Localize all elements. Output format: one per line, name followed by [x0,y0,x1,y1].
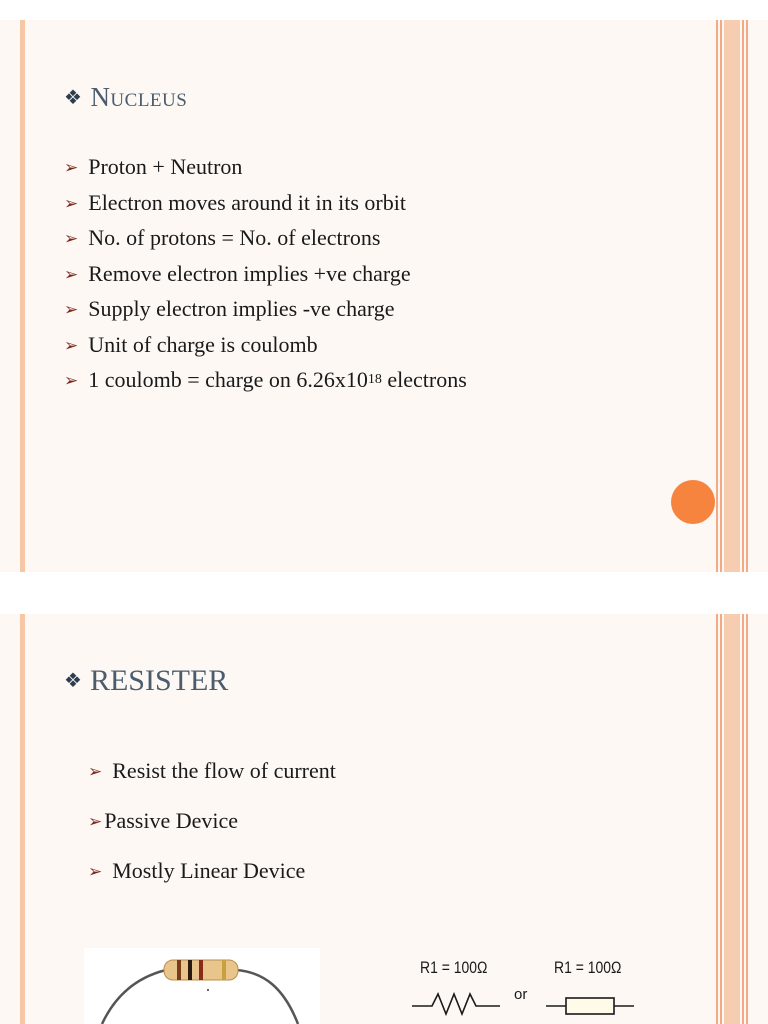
arrow-bullet-icon: ➢ [64,229,79,249]
slide-title [64,82,187,113]
resistor-label-left: R1 = 100Ω [420,958,488,977]
coulomb-suffix: electrons [381,367,467,392]
exponent: 18 [367,372,382,387]
slide-resister [0,614,768,1024]
list-item: ➢ Supply electron implies -ve charge [64,296,395,321]
resistor-label-right: R1 = 100Ω [554,958,622,977]
list-item: ➢ Resist the flow of current [88,758,336,783]
arrow-bullet-icon: ➢ [64,158,79,178]
diamond-bullet-icon: ❖ [64,84,83,109]
left-border-line [20,20,25,572]
list-item: ➢ Electron moves around it in its orbit [64,189,406,215]
arrow-bullet-icon: ➢ [64,335,79,356]
list-item: ➢ No. of protons = No. of electrons [64,225,381,250]
coulomb-text: 1 coulomb = charge on 6.26x10 [88,367,368,392]
list-item: ➢ Remove electron implies +ve charge [64,260,411,286]
arrow-bullet-icon: ➢ [88,862,103,882]
bullet-list [88,758,336,908]
resistor-photo [84,948,320,1024]
arrow-bullet-icon: ➢ [88,762,103,782]
box-resistor-symbol [546,986,636,1016]
orange-circle-decoration [671,480,715,524]
zigzag-resistor-symbol [412,986,502,1016]
list-item: ➢ Proton + Neutron [64,154,243,179]
resistor-component-image [84,948,320,1024]
arrow-bullet-icon: ➢ [64,300,79,320]
slide-title [64,664,228,698]
slide-title-text: RESISTER [89,664,229,697]
bullet-list [64,154,467,403]
or-label: or [514,986,528,1003]
list-item [64,367,467,403]
diamond-bullet-icon: ❖ [64,668,82,692]
slide-nucleus [0,20,768,572]
arrow-bullet-icon: ➢ [64,264,79,285]
right-decorative-bars [716,20,768,572]
right-decorative-bars [716,614,768,1024]
left-border-line [20,614,25,1024]
arrow-bullet-icon: ➢ [88,812,103,832]
list-item: ➢ Passive Device [88,808,239,833]
list-item: ➢ Unit of charge is coulomb [64,331,318,357]
slide-title-text: Nucleus [90,82,188,112]
arrow-bullet-icon: ➢ [64,193,79,214]
arrow-bullet-icon: ➢ [64,371,79,391]
list-item: ➢ Mostly Linear Device [88,858,306,883]
